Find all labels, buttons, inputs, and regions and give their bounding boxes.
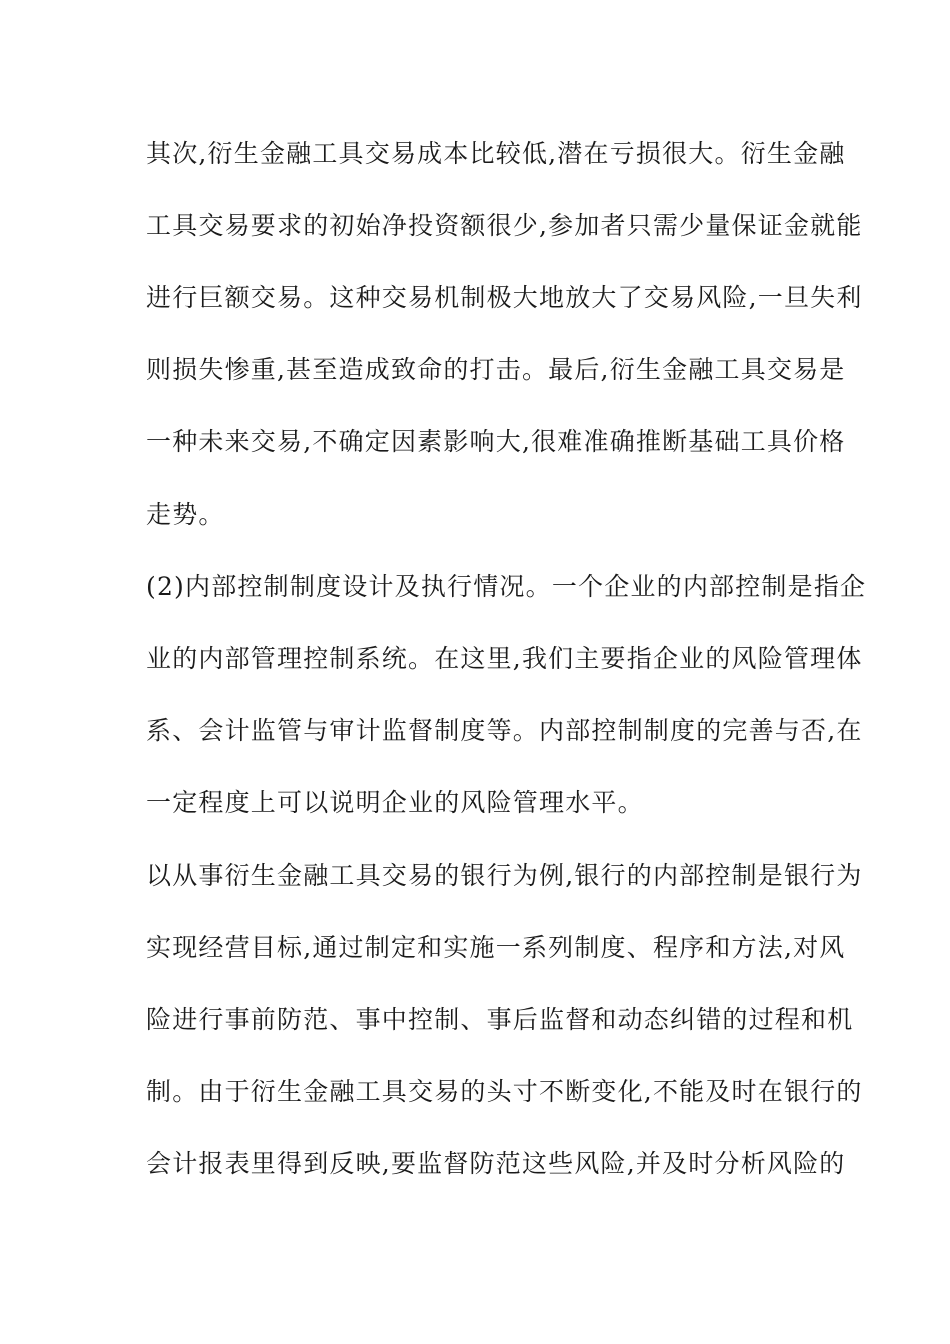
text-line: 工具交易要求的初始净投资额很少,参加者只需少量保证金就能: [146, 211, 863, 240]
text-line: 一种未来交易,不确定因素影响大,很难准确推断基础工具价格: [146, 427, 846, 456]
text-line: 业的内部管理控制系统。在这里,我们主要指企业的风险管理体: [146, 644, 863, 673]
text-line: 险进行事前防范、事中控制、事后监督和动态纠错的过程和机: [146, 1005, 854, 1034]
text-line: 走势。: [146, 500, 225, 529]
text-line: 其次,衍生金融工具交易成本比较低,潜在亏损很大。衍生金融: [146, 139, 846, 168]
text-line: (2)内部控制制度设计及执行情况。一个企业的内部控制是指企: [146, 572, 867, 601]
text-line: 系、会计监管与审计监督制度等。内部控制制度的完善与否,在: [146, 716, 863, 745]
text-line: 一定程度上可以说明企业的风险管理水平。: [146, 788, 644, 817]
text-line: 以从事衍生金融工具交易的银行为例,银行的内部控制是银行为: [146, 861, 863, 890]
text-line: 进行巨额交易。这种交易机制极大地放大了交易风险,一旦失利: [146, 283, 863, 312]
text-line: 实现经营目标,通过制定和实施一系列制度、程序和方法,对风: [146, 933, 846, 962]
text-line: 则损失惨重,甚至造成致命的打击。最后,衍生金融工具交易是: [146, 355, 846, 384]
text-line: 制。由于衍生金融工具交易的头寸不断变化,不能及时在银行的: [146, 1077, 863, 1106]
text-line: 会计报表里得到反映,要监督防范这些风险,并及时分析风险的: [146, 1149, 846, 1178]
